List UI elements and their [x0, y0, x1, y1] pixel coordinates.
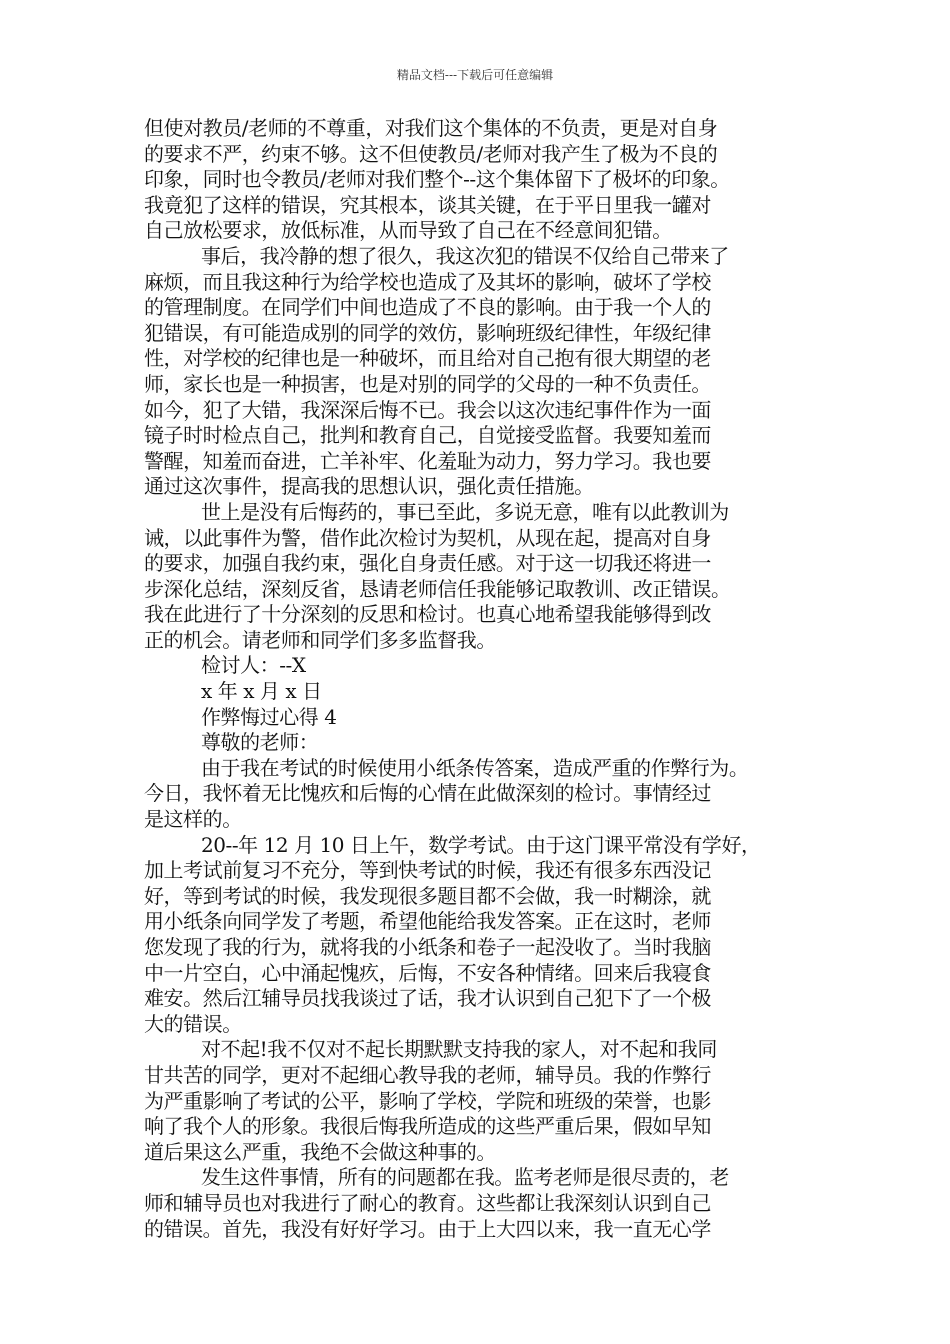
text-line: 对不起!我不仅对不起长期默默支持我的家人，对不起和我同 — [201, 1037, 717, 1062]
text-line: 我在此进行了十分深刻的反思和检讨。也真心地希望我能够得到改 — [144, 602, 711, 627]
text-line: 大的错误。 — [144, 1011, 242, 1036]
text-line: 甘共苦的同学，更对不起细心教导我的老师，辅导员。我的作弊行 — [144, 1062, 711, 1087]
text-line: 通过这次事件，提高我的思想认识，强化责任措施。 — [144, 474, 594, 499]
text-line: 作弊悔过心得 4 — [201, 704, 337, 729]
text-line: 世上是没有后悔药的，事已至此，多说无意，唯有以此教训为 — [201, 499, 729, 524]
text-line: 由于我在考试的时候使用小纸条传答案，造成严重的作弊行为。 — [201, 755, 749, 780]
text-line: 印象，同时也令教员/老师对我们整个--这个集体留下了极坏的印象。 — [144, 167, 730, 192]
text-line: 难安。然后江辅导员找我谈过了话，我才认识到自己犯下了一个极 — [144, 986, 711, 1011]
text-line: 道后果这么严重，我绝不会做这种事的。 — [144, 1139, 496, 1164]
text-line: 您发现了我的行为，就将我的小纸条和卷子一起没收了。当时我脑 — [144, 935, 711, 959]
document-body — [144, 116, 814, 1242]
text-line: 的要求不严，约束不够。这不但使教员/老师对我产生了极为不良的 — [144, 141, 718, 166]
text-line: 诫，以此事件为警，借作此次检讨为契机，从现在起，提高对自身 — [144, 525, 711, 550]
text-line: 性，对学校的纪律也是一种破坏，而且给对自己抱有很大期望的老 — [144, 346, 711, 371]
text-line: 中一片空白，心中涌起愧疚，后悔，不安各种情绪。回来后我寝食 — [144, 960, 711, 985]
text-line: 是这样的。 — [144, 807, 242, 832]
text-line: 为严重影响了考试的公平，影响了学校，学院和班级的荣誉，也影 — [144, 1088, 711, 1113]
text-line: 步深化总结，深刻反省，恳请老师信任我能够记取教训、改正错误。 — [144, 576, 731, 601]
text-line: 用小纸条向同学发了考题，希望他能给我发答案。正在这时，老师 — [144, 909, 711, 934]
text-line: 事后，我冷静的想了很久，我这次犯的错误不仅给自己带来了 — [201, 243, 729, 268]
text-line: 镜子时时检点自己，批判和教育自己，自觉接受监督。我要知羞而 — [144, 423, 711, 448]
text-line: 尊敬的老师： — [201, 730, 319, 755]
text-line: 的要求，加强自我约束，强化自身责任感。对于这一切我还将进一 — [144, 551, 711, 576]
text-line: 好，等到考试的时候，我发现很多题目都不会做，我一时糊涂，就 — [144, 883, 711, 908]
text-line: 的错误。首先，我没有好好学习。由于上大四以来，我一直无心学 — [144, 1216, 711, 1241]
text-line: 发生这件事情，所有的问题都在我。监考老师是很尽责的，老 — [201, 1165, 729, 1190]
text-line: 正的机会。请老师和同学们多多监督我。 — [144, 627, 496, 652]
text-line: 警醒，知羞而奋进，亡羊补牢、化羞耻为动力，努力学习。我也要 — [144, 448, 711, 473]
text-line: 加上考试前复习不充分，等到快考试的时候，我还有很多东西没记 — [144, 858, 711, 883]
text-line: 麻烦，而且我这种行为给学校也造成了及其坏的影响，破坏了学校 — [144, 269, 711, 294]
text-line: 犯错误，有可能造成别的同学的效仿，影响班级纪律性，年级纪律 — [144, 320, 711, 345]
text-line: x 年 x 月 x 日 — [201, 679, 322, 704]
text-line: 20--年 12 月 10 日上午，数学考试。由于这门课平常没有学好， — [201, 832, 761, 857]
text-line: 自己放松要求，放低标准，从而导致了自己在不经意间犯错。 — [144, 218, 672, 243]
text-line: 检讨人：--X — [201, 653, 306, 678]
text-line: 但使对教员/老师的不尊重，对我们这个集体的不负责，更是对自身 — [144, 116, 718, 140]
text-line: 师，家长也是一种损害，也是对别的同学的父母的一种不负责任。 — [144, 371, 711, 396]
text-line: 今日，我怀着无比愧疚和后悔的心情在此做深刻的检讨。事情经过 — [144, 781, 711, 806]
text-line: 的管理制度。在同学们中间也造成了不良的影响。由于我一个人的 — [144, 295, 711, 320]
text-line: 我竟犯了这样的错误，究其根本，谈其关键，在于平日里我一罐对 — [144, 192, 711, 217]
text-line: 师和辅导员也对我进行了耐心的教育。这些都让我深刻认识到自己 — [144, 1190, 711, 1215]
text-line: 如今，犯了大错，我深深后悔不已。我会以这次违纪事件作为一面 — [144, 397, 711, 422]
text-line: 响了我个人的形象。我很后悔我所造成的这些严重后果，假如早知 — [144, 1114, 711, 1139]
page-header: 精品文档---下载后可任意编辑 — [396, 68, 554, 82]
